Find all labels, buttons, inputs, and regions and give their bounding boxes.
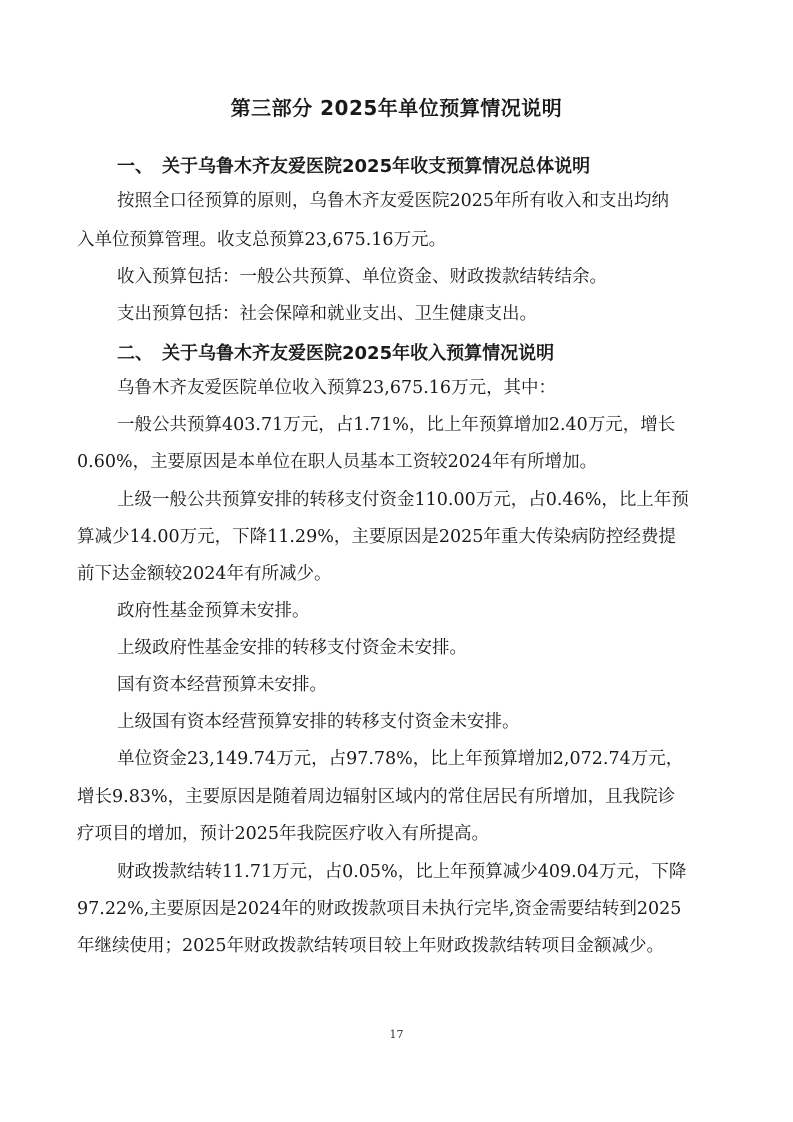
paragraph-line: 支出预算包括：社会保障和就业支出、卫生健康支出。 (117, 304, 537, 324)
section-2-heading-text: 关于乌鲁木齐友爱医院2025年收入预算情况说明 (162, 343, 555, 364)
paragraph-line: 算减少14.00万元，下降11.29%，主要原因是2025年重大传染病防控经费提 (77, 527, 676, 547)
paragraph-line: 单位资金23,149.74万元，占97.78%，比上年预算增加2,072.74万元， (117, 749, 684, 769)
paragraph-line: 增长9.83%，主要原因是随着周边辐射区域内的常住居民有所增加，且我院诊 (77, 787, 676, 807)
paragraph-line: 入单位预算管理。收支总预算23,675.16万元。 (77, 230, 447, 250)
section-1-number: 一、 (117, 156, 153, 177)
section-1-heading (117, 152, 590, 178)
paragraph-line: 财政拨款结转11.71万元，占0.05%，比上年预算减少409.04万元，下降 (117, 862, 687, 882)
section-1-heading-text: 关于乌鲁木齐友爱医院2025年收支预算情况总体说明 (162, 156, 591, 177)
page-title: 第三部分 2025年单位预算情况说明 (230, 96, 563, 120)
page-number: 17 (389, 1028, 404, 1041)
paragraph-line: 疗项目的增加，预计2025年我院医疗收入有所提高。 (77, 824, 490, 844)
paragraph-line: 97.22%,主要原因是2024年的财政拨款项目未执行完毕,资金需要结转到2025 (77, 899, 682, 919)
section-2-number: 二、 (117, 343, 153, 364)
paragraph-line: 一般公共预算403.71万元，占1.71%，比上年预算增加2.40万元，增长 (117, 415, 676, 435)
paragraph-line: 前下达金额较2024年有所减少。 (77, 564, 332, 584)
paragraph-line: 政府性基金预算未安排。 (117, 601, 310, 621)
paragraph-line: 0.60%，主要原因是本单位在职人员基本工资较2024年有所增加。 (77, 452, 598, 472)
paragraph-line: 年继续使用；2025年财政拨款结转项目较上年财政拨款结转项目金额减少。 (77, 936, 665, 956)
paragraph-line: 收入预算包括：一般公共预算、单位资金、财政拨款结转结余。 (117, 267, 607, 287)
paragraph-line: 上级政府性基金安排的转移支付资金未安排。 (117, 638, 467, 658)
paragraph-line: 乌鲁木齐友爱医院单位收入预算23,675.16万元，其中： (117, 378, 557, 398)
section-2-heading (117, 339, 554, 365)
paragraph-line: 国有资本经营预算未安排。 (117, 675, 327, 695)
paragraph-line: 上级国有资本经营预算安排的转移支付资金未安排。 (117, 712, 520, 732)
paragraph-line: 按照全口径预算的原则，乌鲁木齐友爱医院2025年所有收入和支出均纳 (117, 191, 670, 211)
paragraph-line: 上级一般公共预算安排的转移支付资金110.00万元，占0.46%，比上年预 (117, 490, 689, 510)
